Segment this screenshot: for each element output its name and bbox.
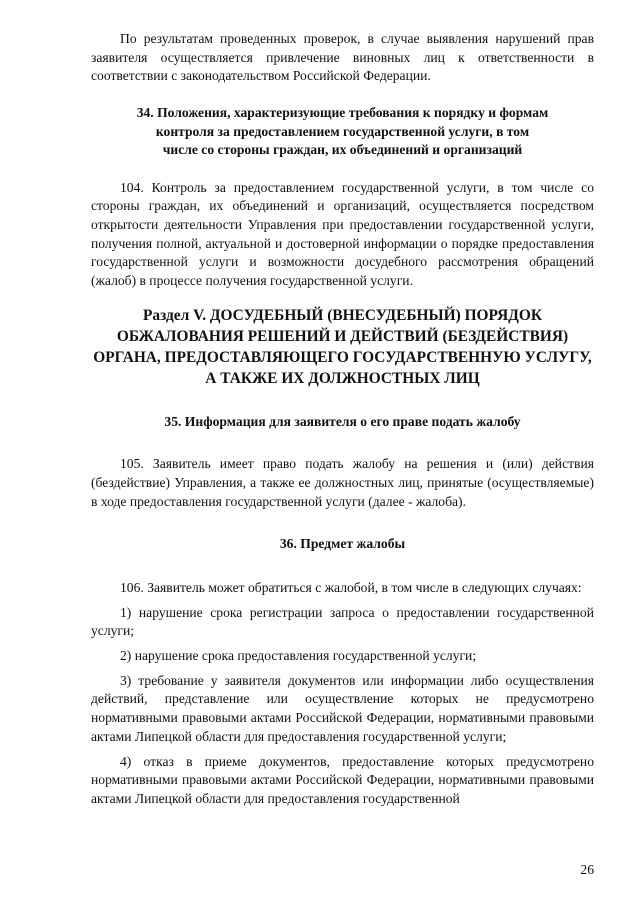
paragraph-104: 104. Контроль за предоставлением государственной услуги, в том числе со стороны граждан, их объединений и организаций, осуществляется посредством открытости деятельности Управления при предоставлении государственной услуги, получения полной, актуальной и достоверной информации о порядке предоставления государственной услуги и возможности досудебного рассмотрения обращений (жалоб) в процессе получения государственной услуги. [91, 179, 594, 289]
list-item: 1) нарушение срока регистрации запроса о предоставлении государственной услуги; [91, 604, 594, 639]
complaint-cases-list [91, 604, 594, 809]
page-number: 26 [580, 862, 594, 877]
heading-line: 34. Положения, характеризующие требования к порядку и формам [136, 105, 549, 121]
heading-line: Раздел V. ДОСУДЕБНЫЙ (ВНЕСУДЕБНЫЙ) ПОРЯДОК [142, 306, 542, 324]
paragraph-105: 105. Заявитель имеет право подать жалобу на решения и (или) действия (бездействие) Управления, а также ее должностных лиц, принятые (осуществляемые) в ходе предоставления государственной услуги (далее - жалоба). [91, 456, 594, 509]
heading-line: ОБЖАЛОВАНИЯ РЕШЕНИЙ И ДЕЙСТВИЙ (БЕЗДЕЙСТВИЯ) [116, 327, 569, 345]
heading-line: числе со стороны граждан, их объединений и организаций [162, 142, 523, 158]
section-34-heading [91, 104, 594, 160]
heading-line: А ТАКЖЕ ИХ ДОЛЖНОСТНЫХ ЛИЦ [205, 369, 480, 387]
section-35-heading: 35. Информация для заявителя о его праве подать жалобу [164, 413, 521, 429]
intro-paragraph: По результатам проведенных проверок, в случае выявления нарушений прав заявителя осуществляется привлечение виновных лиц к ответственности в соответствии с законодательством Российской Федерации. [91, 31, 594, 84]
list-item: 3) требование у заявителя документов или информации либо осуществления действий, представление или осуществление которых не предусмотрено нормативными правовыми актами Российской Федерации, нормативными правовыми актами Липецкой области для предоставления государственной услуги; [91, 672, 594, 744]
heading-line: ОРГАНА, ПРЕДОСТАВЛЯЮЩЕГО ГОСУДАРСТВЕННУЮ УСЛУГУ, [93, 348, 592, 366]
list-item: 4) отказ в приеме документов, предоставление которых предусмотрено нормативными правовыми актами Российской Федерации, нормативными правовыми актами Липецкой области для предоставления государственной [91, 753, 594, 806]
section-36-heading: 36. Предмет жалобы [279, 536, 406, 552]
heading-line: контроля за предоставлением государственной услуги, в том [155, 123, 530, 139]
list-item: 2) нарушение срока предоставления государственной услуги; [120, 648, 477, 664]
paragraph-106: 106. Заявитель может обратиться с жалобой, в том числе в следующих случаях: [120, 579, 582, 595]
part-5-heading [91, 305, 594, 389]
